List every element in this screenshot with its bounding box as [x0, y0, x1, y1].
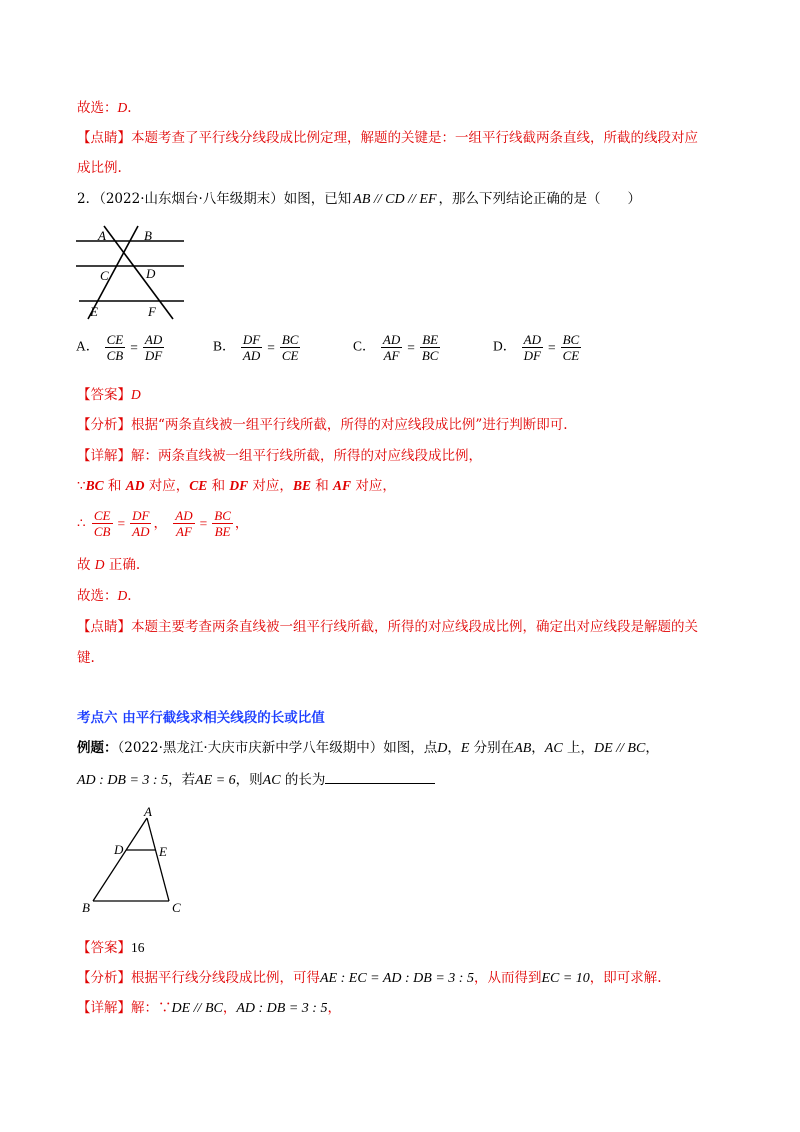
section-heading: 考点六 由平行截线求相关线段的长或比值	[77, 710, 325, 726]
example-text: ，	[645, 740, 659, 756]
detail-line-3	[77, 505, 248, 542]
seg-ce: CE	[189, 478, 208, 493]
answer-value: D	[131, 387, 141, 402]
figure2-label-e: E	[159, 844, 167, 859]
example-text: 上，	[562, 740, 594, 756]
frac-den: BC	[421, 348, 439, 363]
detail-line-2	[77, 477, 396, 495]
comma: ，	[153, 515, 167, 532]
frac-num: DF	[242, 332, 261, 347]
example-line-1	[77, 739, 659, 758]
frac-num: AD	[523, 332, 541, 347]
text-correct: 正确.	[104, 557, 141, 573]
because-symbol: ∵	[77, 478, 86, 494]
analysis2-text: ，即可求解.	[589, 970, 662, 986]
frac-num: BC	[281, 332, 299, 347]
equals-sign: =	[407, 339, 415, 355]
figure1-label-b: B	[144, 228, 152, 243]
frac-den: AF	[383, 348, 400, 363]
option-c-letter: C．	[353, 338, 376, 354]
point-d: D	[437, 741, 448, 756]
segment-ac: AC	[544, 741, 563, 756]
detail-frac-1-left	[92, 508, 113, 539]
example-text: 的长为	[280, 772, 326, 788]
detail-line-4	[77, 556, 140, 574]
frac-num: BC	[562, 332, 580, 347]
parallel-lines-figure	[76, 224, 186, 320]
option-b[interactable]	[213, 332, 302, 363]
analysis2-text: ，从而得到	[473, 970, 542, 986]
frac-den: CE	[281, 348, 299, 363]
detail-frac-2-left	[173, 508, 194, 539]
option-a-frac-right	[143, 332, 164, 363]
frac-num: CE	[106, 332, 124, 347]
example-text: 分别在	[469, 740, 515, 756]
option-d[interactable]	[493, 332, 583, 363]
remark2-line-1: 【点睛】本题主要考查两条直线被一组平行线所截，所得的对应线段成比例，确定出对应线段是解题的关	[77, 619, 698, 635]
figure1-label-c: C	[100, 268, 109, 283]
question-2-stem	[77, 190, 641, 209]
conclusion-end: .	[127, 588, 132, 604]
analysis-line: 【分析】根据“两条直线被一组平行线所截，所得的对应线段成比例”进行判断即可.	[77, 417, 568, 433]
frac-den: DF	[144, 348, 163, 363]
answer-line	[77, 386, 141, 404]
detail2-parallel: DE // BC	[171, 1001, 223, 1016]
example-text: （2022·黑龙江·大庆市庆新中学八年级期中）如图，点	[117, 740, 438, 756]
answer-blank[interactable]	[325, 771, 435, 784]
option-b-frac-left	[241, 332, 262, 363]
triangle-figure	[80, 806, 190, 916]
answer-label: 【答案】	[77, 387, 131, 403]
frac-den: CE	[562, 348, 580, 363]
frac-num: DF	[132, 508, 150, 523]
detail-frac-2-right	[212, 508, 233, 539]
frac-den: AD	[132, 524, 150, 539]
detail-line-1: 【详解】解：两条直线被一组平行线所截，所得的对应线段成比例，	[77, 448, 482, 464]
option-d-letter: D．	[493, 338, 517, 354]
seg-ad: AD	[125, 478, 145, 493]
option-d-frac-right	[561, 332, 582, 363]
figure2-label-a: A	[144, 806, 152, 819]
frac-den: DF	[523, 348, 541, 363]
point-e: E	[460, 741, 470, 756]
transversal-1	[104, 226, 173, 319]
seg-af: AF	[333, 478, 352, 493]
frac-num: AD	[144, 332, 163, 347]
figure1-label-d: D	[146, 266, 156, 281]
equals-sign: =	[267, 339, 275, 355]
example-text: ，	[447, 740, 461, 756]
because-symbol: ∵	[158, 1000, 172, 1016]
detail2-text: ，	[327, 1000, 341, 1016]
conclusion-label: 故选：	[77, 588, 118, 604]
analysis2-line	[77, 969, 662, 988]
frac-den: CB	[106, 348, 124, 363]
option-a-frac-left	[105, 332, 126, 363]
seg-be: BE	[292, 478, 311, 493]
text-and: 和	[103, 478, 126, 494]
question-2-suffix: ，那么下列结论正确的是（ ）	[438, 191, 641, 207]
seg-bc: BC	[85, 478, 104, 493]
segment-ac: AC	[262, 773, 281, 788]
comma: ，	[234, 515, 249, 532]
example-text: ，若	[168, 772, 196, 788]
equals-sign: =	[130, 339, 138, 355]
frac-den: AF	[176, 524, 192, 539]
text-corresponds: 对应，	[351, 478, 396, 494]
frac-num: BC	[214, 508, 231, 523]
option-b-frac-right	[280, 332, 301, 363]
frac-den: AD	[242, 348, 261, 363]
parallel-condition: DE // BC	[593, 741, 646, 756]
answer2-line	[77, 939, 145, 957]
conclusion-end: .	[127, 100, 132, 116]
detail2-text: ，	[222, 1000, 237, 1016]
answer2-label: 【答案】	[77, 940, 131, 956]
frac-den: CB	[93, 524, 111, 539]
text-corresponds: 对应，	[144, 478, 190, 494]
equals-sign: =	[547, 339, 556, 355]
segment-ab: AB	[514, 741, 532, 756]
text-corresponds: 对应，	[248, 478, 293, 494]
option-b-letter: B．	[213, 338, 236, 354]
text-and: 和	[207, 478, 230, 494]
detail2-ratio: AD : DB = 3 : 5	[236, 1001, 328, 1016]
analysis2-ec: EC = 10	[541, 971, 590, 986]
option-c[interactable]	[353, 332, 442, 363]
detail-frac-1-right	[130, 508, 151, 539]
ratio-condition: AD : DB = 3 : 5	[77, 773, 169, 788]
option-a[interactable]	[76, 332, 166, 363]
analysis2-ratio: AE : EC = AD : DB = 3 : 5	[320, 971, 474, 986]
analysis2-text: 【分析】根据平行线分线段成比例，可得	[77, 970, 320, 986]
option-a-letter: A．	[76, 338, 100, 354]
frac-num: BE	[420, 332, 441, 348]
detail2-text: 【详解】解：	[77, 1000, 158, 1016]
therefore-symbol: ∴	[77, 515, 86, 532]
conclusion-line-1	[77, 99, 132, 117]
example-text: ，	[531, 740, 545, 756]
figure1-label-f: F	[148, 304, 156, 319]
frac-num: CE	[93, 508, 111, 523]
example-label: 例题：	[77, 740, 118, 756]
equals-sign: =	[117, 515, 126, 531]
side-ab	[93, 818, 147, 901]
figure2-label-b: B	[82, 900, 90, 915]
frac-num: AD	[382, 332, 401, 347]
conclusion-answer: D	[117, 588, 128, 603]
question-2-math: AB // CD // EF	[353, 192, 437, 207]
answer2-value: 16	[131, 940, 145, 955]
remark2-line-2: 键.	[77, 650, 95, 666]
conclusion-label: 故选：	[77, 100, 118, 116]
option-ref: D	[94, 557, 105, 572]
option-c-frac-left	[381, 332, 402, 363]
detail2-line	[77, 999, 341, 1018]
equals-sign: =	[199, 515, 208, 531]
figure2-label-d: D	[114, 842, 124, 857]
detail-line-5	[77, 587, 132, 605]
ae-value: AE = 6	[195, 773, 236, 788]
question-2-prefix: 2．（2022·山东烟台·八年级期末）如图，已知	[77, 191, 352, 207]
figure2-label-c: C	[172, 900, 181, 915]
frac-num: AD	[175, 508, 193, 523]
text-and: 和	[310, 478, 334, 494]
side-ac	[147, 818, 169, 901]
figure1-label-a: A	[98, 228, 106, 243]
option-d-frac-left	[522, 332, 543, 363]
remark-line-1: 【点睛】本题考查了平行线分线段成比例定理，解题的关键是：一组平行线截两条直线，所截的线段对应	[77, 130, 698, 146]
seg-df: DF	[229, 478, 249, 493]
remark-line-2: 成比例.	[77, 160, 122, 176]
text-so: 故	[77, 557, 95, 573]
option-c-frac-right	[420, 332, 441, 363]
frac-den: BE	[214, 524, 231, 539]
example-line-2	[77, 771, 435, 790]
conclusion-answer: D	[117, 100, 128, 115]
example-text: ，则	[235, 772, 263, 788]
figure1-label-e: E	[90, 304, 98, 319]
